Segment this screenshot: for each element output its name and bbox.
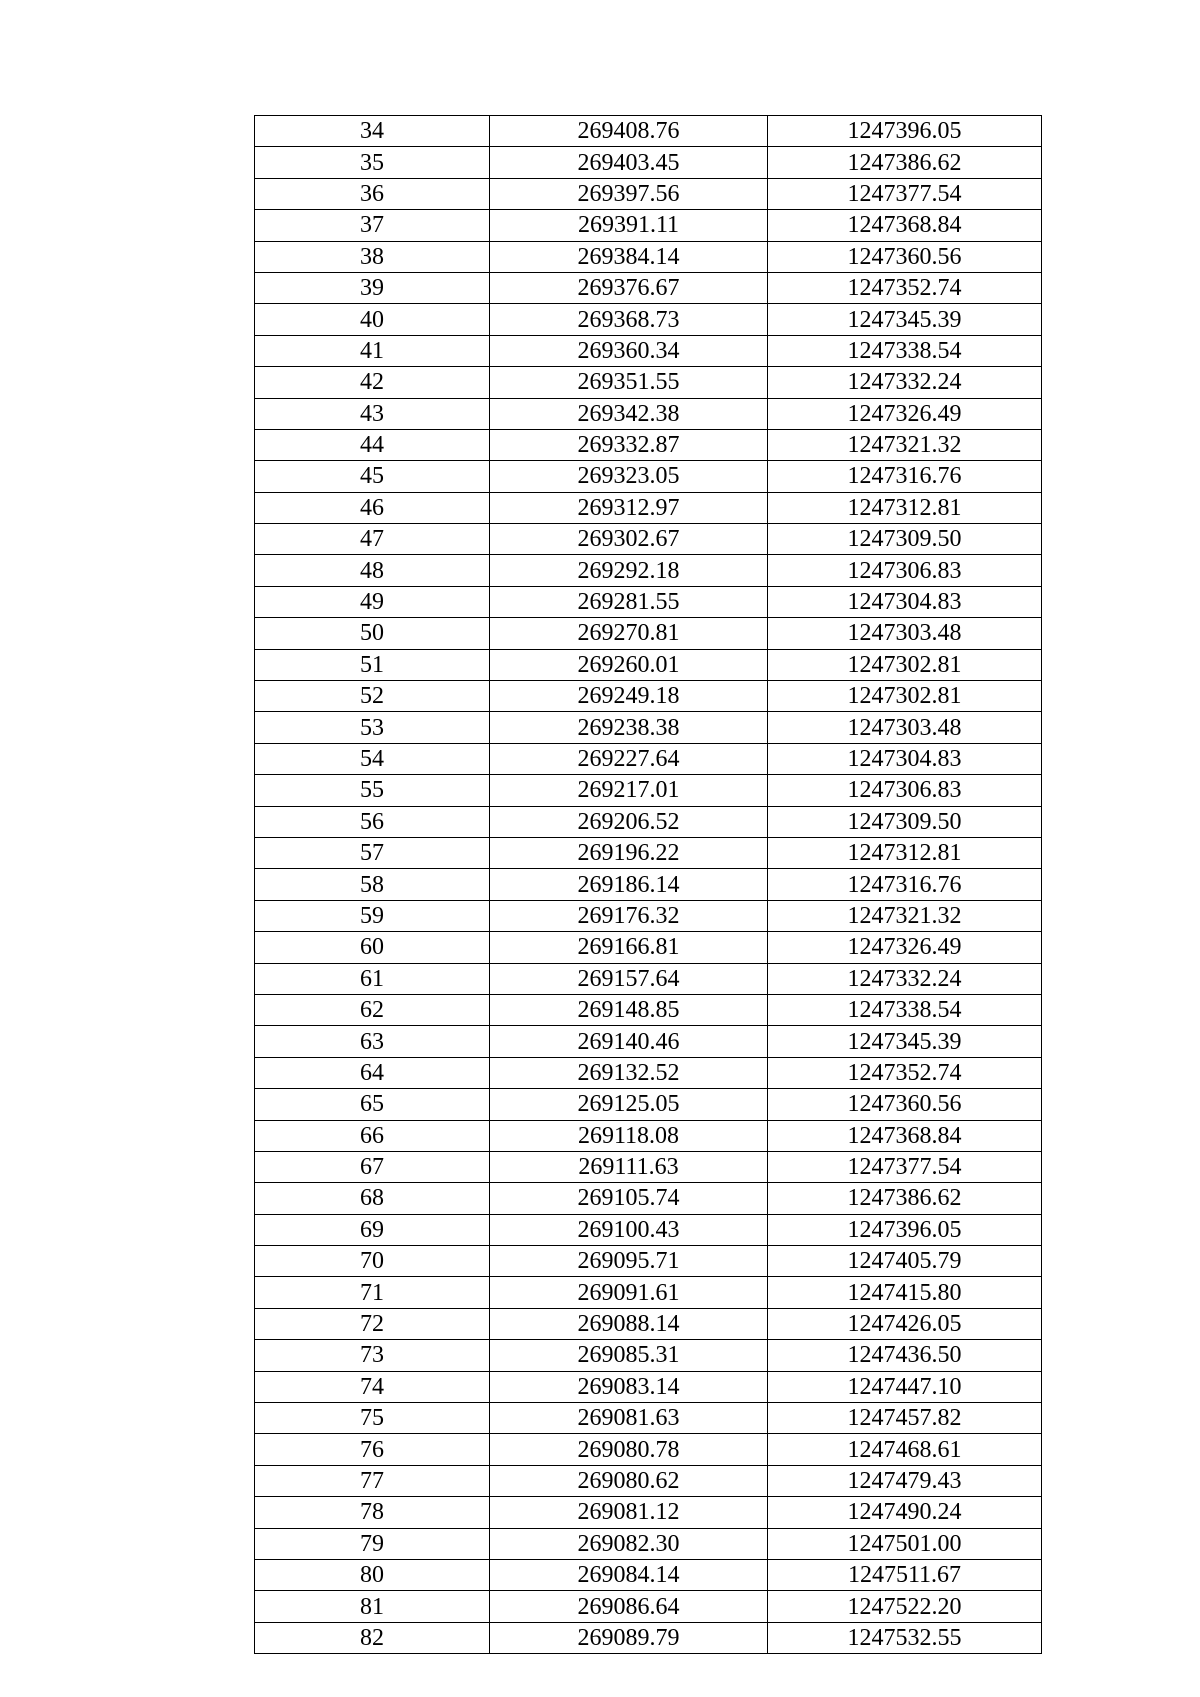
point-number-cell: 65 — [255, 1089, 490, 1120]
table-row — [255, 1089, 1042, 1120]
y-coordinate-cell: 1247312.81 — [768, 837, 1042, 868]
table-row — [255, 1340, 1042, 1371]
x-coordinate-cell: 269176.32 — [490, 900, 768, 931]
table-row — [255, 932, 1042, 963]
point-number-cell: 64 — [255, 1057, 490, 1088]
y-coordinate-cell: 1247306.83 — [768, 775, 1042, 806]
x-coordinate-cell: 269132.52 — [490, 1057, 768, 1088]
y-coordinate-cell: 1247360.56 — [768, 241, 1042, 272]
table-row — [255, 963, 1042, 994]
point-number-cell: 50 — [255, 618, 490, 649]
point-number-cell: 59 — [255, 900, 490, 931]
x-coordinate-cell: 269083.14 — [490, 1371, 768, 1402]
table-row — [255, 1246, 1042, 1277]
point-number-cell: 42 — [255, 367, 490, 398]
x-coordinate-cell: 269323.05 — [490, 461, 768, 492]
x-coordinate-cell: 269217.01 — [490, 775, 768, 806]
y-coordinate-cell: 1247426.05 — [768, 1308, 1042, 1339]
x-coordinate-cell: 269186.14 — [490, 869, 768, 900]
x-coordinate-cell: 269302.67 — [490, 524, 768, 555]
x-coordinate-cell: 269082.30 — [490, 1528, 768, 1559]
point-number-cell: 53 — [255, 712, 490, 743]
y-coordinate-cell: 1247386.62 — [768, 147, 1042, 178]
table-row — [255, 900, 1042, 931]
y-coordinate-cell: 1247368.84 — [768, 1120, 1042, 1151]
x-coordinate-cell: 269080.78 — [490, 1434, 768, 1465]
table-row — [255, 555, 1042, 586]
x-coordinate-cell: 269281.55 — [490, 586, 768, 617]
x-coordinate-cell: 269249.18 — [490, 681, 768, 712]
x-coordinate-cell: 269080.62 — [490, 1465, 768, 1496]
table-row — [255, 775, 1042, 806]
table-row — [255, 304, 1042, 335]
table-row — [255, 210, 1042, 241]
table-row — [255, 837, 1042, 868]
point-number-cell: 51 — [255, 649, 490, 680]
point-number-cell: 72 — [255, 1308, 490, 1339]
y-coordinate-cell: 1247345.39 — [768, 1026, 1042, 1057]
table-row — [255, 367, 1042, 398]
y-coordinate-cell: 1247511.67 — [768, 1559, 1042, 1590]
point-number-cell: 77 — [255, 1465, 490, 1496]
x-coordinate-cell: 269148.85 — [490, 994, 768, 1025]
point-number-cell: 61 — [255, 963, 490, 994]
y-coordinate-cell: 1247468.61 — [768, 1434, 1042, 1465]
coordinates-table — [254, 115, 1042, 1654]
y-coordinate-cell: 1247321.32 — [768, 900, 1042, 931]
y-coordinate-cell: 1247377.54 — [768, 1151, 1042, 1182]
y-coordinate-cell: 1247302.81 — [768, 649, 1042, 680]
table-row — [255, 1434, 1042, 1465]
x-coordinate-cell: 269292.18 — [490, 555, 768, 586]
y-coordinate-cell: 1247306.83 — [768, 555, 1042, 586]
table-row — [255, 1214, 1042, 1245]
y-coordinate-cell: 1247316.76 — [768, 461, 1042, 492]
x-coordinate-cell: 269118.08 — [490, 1120, 768, 1151]
point-number-cell: 57 — [255, 837, 490, 868]
y-coordinate-cell: 1247352.74 — [768, 272, 1042, 303]
table-row — [255, 1591, 1042, 1622]
x-coordinate-cell: 269100.43 — [490, 1214, 768, 1245]
x-coordinate-cell: 269342.38 — [490, 398, 768, 429]
table-row — [255, 618, 1042, 649]
y-coordinate-cell: 1247368.84 — [768, 210, 1042, 241]
x-coordinate-cell: 269351.55 — [490, 367, 768, 398]
point-number-cell: 68 — [255, 1183, 490, 1214]
y-coordinate-cell: 1247303.48 — [768, 618, 1042, 649]
table-row — [255, 241, 1042, 272]
y-coordinate-cell: 1247321.32 — [768, 429, 1042, 460]
table-row — [255, 1465, 1042, 1496]
y-coordinate-cell: 1247316.76 — [768, 869, 1042, 900]
x-coordinate-cell: 269125.05 — [490, 1089, 768, 1120]
table-row — [255, 524, 1042, 555]
y-coordinate-cell: 1247345.39 — [768, 304, 1042, 335]
point-number-cell: 75 — [255, 1403, 490, 1434]
table-row — [255, 681, 1042, 712]
point-number-cell: 40 — [255, 304, 490, 335]
table-row — [255, 1528, 1042, 1559]
x-coordinate-cell: 269270.81 — [490, 618, 768, 649]
y-coordinate-cell: 1247360.56 — [768, 1089, 1042, 1120]
point-number-cell: 45 — [255, 461, 490, 492]
point-number-cell: 74 — [255, 1371, 490, 1402]
table-row — [255, 461, 1042, 492]
point-number-cell: 60 — [255, 932, 490, 963]
table-row — [255, 1559, 1042, 1590]
x-coordinate-cell: 269227.64 — [490, 743, 768, 774]
point-number-cell: 34 — [255, 116, 490, 147]
point-number-cell: 35 — [255, 147, 490, 178]
table-row — [255, 1497, 1042, 1528]
point-number-cell: 49 — [255, 586, 490, 617]
table-row — [255, 429, 1042, 460]
x-coordinate-cell: 269397.56 — [490, 178, 768, 209]
point-number-cell: 66 — [255, 1120, 490, 1151]
point-number-cell: 41 — [255, 335, 490, 366]
x-coordinate-cell: 269403.45 — [490, 147, 768, 178]
point-number-cell: 70 — [255, 1246, 490, 1277]
table-row — [255, 869, 1042, 900]
point-number-cell: 43 — [255, 398, 490, 429]
x-coordinate-cell: 269376.67 — [490, 272, 768, 303]
y-coordinate-cell: 1247332.24 — [768, 367, 1042, 398]
x-coordinate-cell: 269091.61 — [490, 1277, 768, 1308]
point-number-cell: 71 — [255, 1277, 490, 1308]
y-coordinate-cell: 1247338.54 — [768, 994, 1042, 1025]
x-coordinate-cell: 269238.38 — [490, 712, 768, 743]
point-number-cell: 55 — [255, 775, 490, 806]
x-coordinate-cell: 269368.73 — [490, 304, 768, 335]
point-number-cell: 69 — [255, 1214, 490, 1245]
x-coordinate-cell: 269260.01 — [490, 649, 768, 680]
y-coordinate-cell: 1247501.00 — [768, 1528, 1042, 1559]
point-number-cell: 54 — [255, 743, 490, 774]
y-coordinate-cell: 1247302.81 — [768, 681, 1042, 712]
x-coordinate-cell: 269086.64 — [490, 1591, 768, 1622]
y-coordinate-cell: 1247447.10 — [768, 1371, 1042, 1402]
table-row — [255, 1622, 1042, 1653]
table-row — [255, 649, 1042, 680]
y-coordinate-cell: 1247312.81 — [768, 492, 1042, 523]
y-coordinate-cell: 1247490.24 — [768, 1497, 1042, 1528]
point-number-cell: 39 — [255, 272, 490, 303]
x-coordinate-cell: 269095.71 — [490, 1246, 768, 1277]
table-row — [255, 1026, 1042, 1057]
y-coordinate-cell: 1247309.50 — [768, 806, 1042, 837]
y-coordinate-cell: 1247326.49 — [768, 932, 1042, 963]
y-coordinate-cell: 1247352.74 — [768, 1057, 1042, 1088]
x-coordinate-cell: 269085.31 — [490, 1340, 768, 1371]
y-coordinate-cell: 1247415.80 — [768, 1277, 1042, 1308]
table-row — [255, 1371, 1042, 1402]
y-coordinate-cell: 1247405.79 — [768, 1246, 1042, 1277]
point-number-cell: 80 — [255, 1559, 490, 1590]
y-coordinate-cell: 1247326.49 — [768, 398, 1042, 429]
point-number-cell: 56 — [255, 806, 490, 837]
x-coordinate-cell: 269196.22 — [490, 837, 768, 868]
coordinates-table-body — [255, 116, 1042, 1654]
point-number-cell: 78 — [255, 1497, 490, 1528]
y-coordinate-cell: 1247304.83 — [768, 743, 1042, 774]
table-row — [255, 1308, 1042, 1339]
table-row — [255, 272, 1042, 303]
point-number-cell: 67 — [255, 1151, 490, 1182]
point-number-cell: 82 — [255, 1622, 490, 1653]
x-coordinate-cell: 269360.34 — [490, 335, 768, 366]
y-coordinate-cell: 1247332.24 — [768, 963, 1042, 994]
table-row — [255, 1277, 1042, 1308]
x-coordinate-cell: 269166.81 — [490, 932, 768, 963]
x-coordinate-cell: 269111.63 — [490, 1151, 768, 1182]
y-coordinate-cell: 1247532.55 — [768, 1622, 1042, 1653]
y-coordinate-cell: 1247338.54 — [768, 335, 1042, 366]
table-row — [255, 994, 1042, 1025]
table-row — [255, 178, 1042, 209]
table-row — [255, 1403, 1042, 1434]
table-row — [255, 586, 1042, 617]
x-coordinate-cell: 269081.63 — [490, 1403, 768, 1434]
x-coordinate-cell: 269140.46 — [490, 1026, 768, 1057]
table-row — [255, 147, 1042, 178]
point-number-cell: 46 — [255, 492, 490, 523]
point-number-cell: 76 — [255, 1434, 490, 1465]
table-row — [255, 1057, 1042, 1088]
y-coordinate-cell: 1247436.50 — [768, 1340, 1042, 1371]
y-coordinate-cell: 1247303.48 — [768, 712, 1042, 743]
table-row — [255, 1120, 1042, 1151]
y-coordinate-cell: 1247304.83 — [768, 586, 1042, 617]
y-coordinate-cell: 1247522.20 — [768, 1591, 1042, 1622]
x-coordinate-cell: 269384.14 — [490, 241, 768, 272]
x-coordinate-cell: 269206.52 — [490, 806, 768, 837]
x-coordinate-cell: 269408.76 — [490, 116, 768, 147]
y-coordinate-cell: 1247396.05 — [768, 1214, 1042, 1245]
table-row — [255, 398, 1042, 429]
x-coordinate-cell: 269089.79 — [490, 1622, 768, 1653]
x-coordinate-cell: 269157.64 — [490, 963, 768, 994]
point-number-cell: 73 — [255, 1340, 490, 1371]
x-coordinate-cell: 269088.14 — [490, 1308, 768, 1339]
table-row — [255, 743, 1042, 774]
y-coordinate-cell: 1247457.82 — [768, 1403, 1042, 1434]
y-coordinate-cell: 1247309.50 — [768, 524, 1042, 555]
table-row — [255, 116, 1042, 147]
x-coordinate-cell: 269105.74 — [490, 1183, 768, 1214]
y-coordinate-cell: 1247386.62 — [768, 1183, 1042, 1214]
point-number-cell: 48 — [255, 555, 490, 586]
x-coordinate-cell: 269312.97 — [490, 492, 768, 523]
table-row — [255, 492, 1042, 523]
x-coordinate-cell: 269084.14 — [490, 1559, 768, 1590]
table-row — [255, 1183, 1042, 1214]
x-coordinate-cell: 269081.12 — [490, 1497, 768, 1528]
table-row — [255, 335, 1042, 366]
point-number-cell: 63 — [255, 1026, 490, 1057]
point-number-cell: 47 — [255, 524, 490, 555]
point-number-cell: 52 — [255, 681, 490, 712]
point-number-cell: 36 — [255, 178, 490, 209]
y-coordinate-cell: 1247396.05 — [768, 116, 1042, 147]
point-number-cell: 58 — [255, 869, 490, 900]
point-number-cell: 79 — [255, 1528, 490, 1559]
table-row — [255, 1151, 1042, 1182]
x-coordinate-cell: 269391.11 — [490, 210, 768, 241]
table-row — [255, 712, 1042, 743]
y-coordinate-cell: 1247479.43 — [768, 1465, 1042, 1496]
point-number-cell: 81 — [255, 1591, 490, 1622]
y-coordinate-cell: 1247377.54 — [768, 178, 1042, 209]
point-number-cell: 44 — [255, 429, 490, 460]
point-number-cell: 38 — [255, 241, 490, 272]
point-number-cell: 62 — [255, 994, 490, 1025]
table-row — [255, 806, 1042, 837]
x-coordinate-cell: 269332.87 — [490, 429, 768, 460]
point-number-cell: 37 — [255, 210, 490, 241]
